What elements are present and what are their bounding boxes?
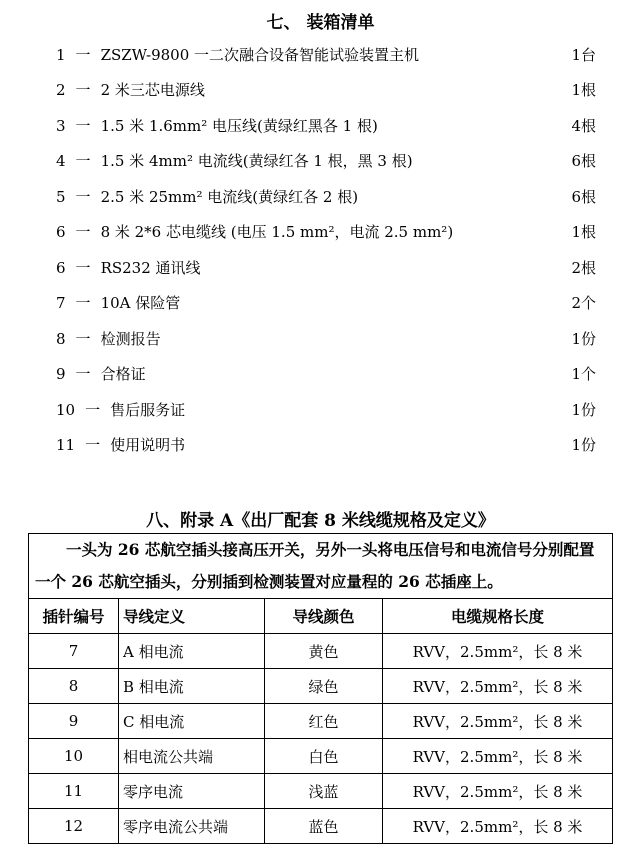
item-description: 合格证 [100, 365, 146, 383]
item-number: 7 [56, 294, 66, 312]
table-header-row [29, 599, 613, 634]
item-number: 4 [56, 152, 66, 170]
cell-wire-color: 黄色 [265, 634, 383, 669]
item-number: 1 [56, 46, 66, 64]
item-quantity: 6根 [571, 188, 596, 206]
table-row [29, 809, 613, 844]
cell-cable-spec: RVV，2.5mm²，长 8 米 [383, 669, 613, 704]
item-number: 10 [56, 401, 76, 419]
item-number: 6 [56, 259, 66, 277]
item-description: 使用说明书 [110, 436, 186, 454]
item-dash: 一 [75, 330, 91, 348]
section-title-packing-list: 七、 装箱清单 [266, 13, 375, 33]
item-quantity: 1份 [571, 401, 596, 419]
cell-wire-definition: 零序电流公共端 [119, 809, 265, 844]
table-row [29, 634, 613, 669]
packing-list-item [56, 292, 596, 314]
cell-wire-color: 红色 [265, 704, 383, 739]
packing-list-item [56, 221, 596, 243]
item-dash: 一 [75, 294, 91, 312]
item-number: 8 [56, 330, 66, 348]
cell-wire-color: 白色 [265, 739, 383, 774]
table-row [29, 669, 613, 704]
item-number: 11 [56, 436, 76, 454]
cell-cable-spec: RVV，2.5mm²，长 8 米 [383, 809, 613, 844]
packing-list-item [56, 399, 596, 421]
table-intro-row [29, 534, 613, 599]
header-cable-spec: 电缆规格长度 [383, 599, 613, 634]
header-wire-definition: 导线定义 [119, 599, 265, 634]
packing-list-item [56, 79, 596, 101]
cell-cable-spec: RVV，2.5mm²，长 8 米 [383, 704, 613, 739]
item-quantity: 6根 [571, 152, 596, 170]
cell-cable-spec: RVV，2.5mm²，长 8 米 [383, 634, 613, 669]
packing-list-item [56, 363, 596, 385]
cell-cable-spec: RVV，2.5mm²，长 8 米 [383, 739, 613, 774]
item-description: 2 米三芯电源线 [100, 81, 205, 99]
cell-cable-spec: RVV，2.5mm²，长 8 米 [383, 774, 613, 809]
item-dash: 一 [75, 365, 91, 383]
cell-pin-number: 8 [29, 669, 119, 704]
item-quantity: 1份 [571, 330, 596, 348]
cell-wire-color: 绿色 [265, 669, 383, 704]
item-dash: 一 [75, 259, 91, 277]
item-quantity: 1份 [571, 436, 596, 454]
packing-list-item [56, 115, 596, 137]
item-dash: 一 [75, 152, 91, 170]
item-quantity: 4根 [571, 117, 596, 135]
packing-list-item [56, 44, 596, 66]
cell-pin-number: 12 [29, 809, 119, 844]
cell-pin-number: 7 [29, 634, 119, 669]
packing-list-item [56, 186, 596, 208]
item-description: RS232 通讯线 [100, 259, 201, 277]
table-intro-text: 一头为 26 芯航空插头接高压开关，另外一头将电压信号和电流信号分别配置一个 26 芯航空插头，分别插到检测装置对应量程的 26 芯插座上。 [29, 534, 613, 599]
item-description: 8 米 2*6 芯电缆线 (电压 1.5 mm²，电流 2.5 mm²) [100, 223, 454, 241]
item-number: 6 [56, 223, 66, 241]
item-number: 5 [56, 188, 66, 206]
cell-wire-color: 蓝色 [265, 809, 383, 844]
packing-list-item [56, 150, 596, 172]
packing-list-item [56, 434, 596, 456]
item-quantity: 2个 [571, 294, 596, 312]
cell-pin-number: 10 [29, 739, 119, 774]
cell-wire-definition: 零序电流 [119, 774, 265, 809]
cable-spec-table [28, 533, 613, 844]
item-quantity: 1根 [571, 81, 596, 99]
item-description: 1.5 米 1.6mm² 电压线(黄绿红黑各 1 根) [100, 117, 378, 135]
table-body [29, 634, 613, 844]
item-description: 1.5 米 4mm² 电流线(黄绿红各 1 根，黑 3 根) [100, 152, 413, 170]
item-description: 10A 保险管 [100, 294, 181, 312]
table-row [29, 774, 613, 809]
cell-wire-color: 浅蓝 [265, 774, 383, 809]
item-dash: 一 [75, 188, 91, 206]
table-row [29, 704, 613, 739]
header-pin-number: 插针编号 [29, 599, 119, 634]
item-dash: 一 [75, 81, 91, 99]
table-row [29, 739, 613, 774]
item-number: 2 [56, 81, 66, 99]
cell-wire-definition: C 相电流 [119, 704, 265, 739]
item-dash: 一 [75, 46, 91, 64]
item-quantity: 1根 [571, 223, 596, 241]
cell-wire-definition: B 相电流 [119, 669, 265, 704]
cell-wire-definition: A 相电流 [119, 634, 265, 669]
cell-pin-number: 9 [29, 704, 119, 739]
item-dash: 一 [85, 401, 101, 419]
item-description: 检测报告 [100, 330, 161, 348]
header-wire-color: 导线颜色 [265, 599, 383, 634]
cell-wire-definition: 相电流公共端 [119, 739, 265, 774]
item-number: 3 [56, 117, 66, 135]
packing-list-item [56, 257, 596, 279]
item-quantity: 2根 [571, 259, 596, 277]
item-quantity: 1个 [571, 365, 596, 383]
cell-pin-number: 11 [29, 774, 119, 809]
item-dash: 一 [75, 117, 91, 135]
item-quantity: 1台 [571, 46, 596, 64]
item-description: 售后服务证 [110, 401, 186, 419]
packing-list-item [56, 328, 596, 350]
item-description: ZSZW-9800 一二次融合设备智能试验装置主机 [100, 46, 420, 64]
item-number: 9 [56, 365, 66, 383]
item-dash: 一 [85, 436, 101, 454]
item-dash: 一 [75, 223, 91, 241]
section-title-appendix-a: 八、附录 A《出厂配套 8 米线缆规格及定义》 [146, 511, 495, 531]
item-description: 2.5 米 25mm² 电流线(黄绿红各 2 根) [100, 188, 359, 206]
